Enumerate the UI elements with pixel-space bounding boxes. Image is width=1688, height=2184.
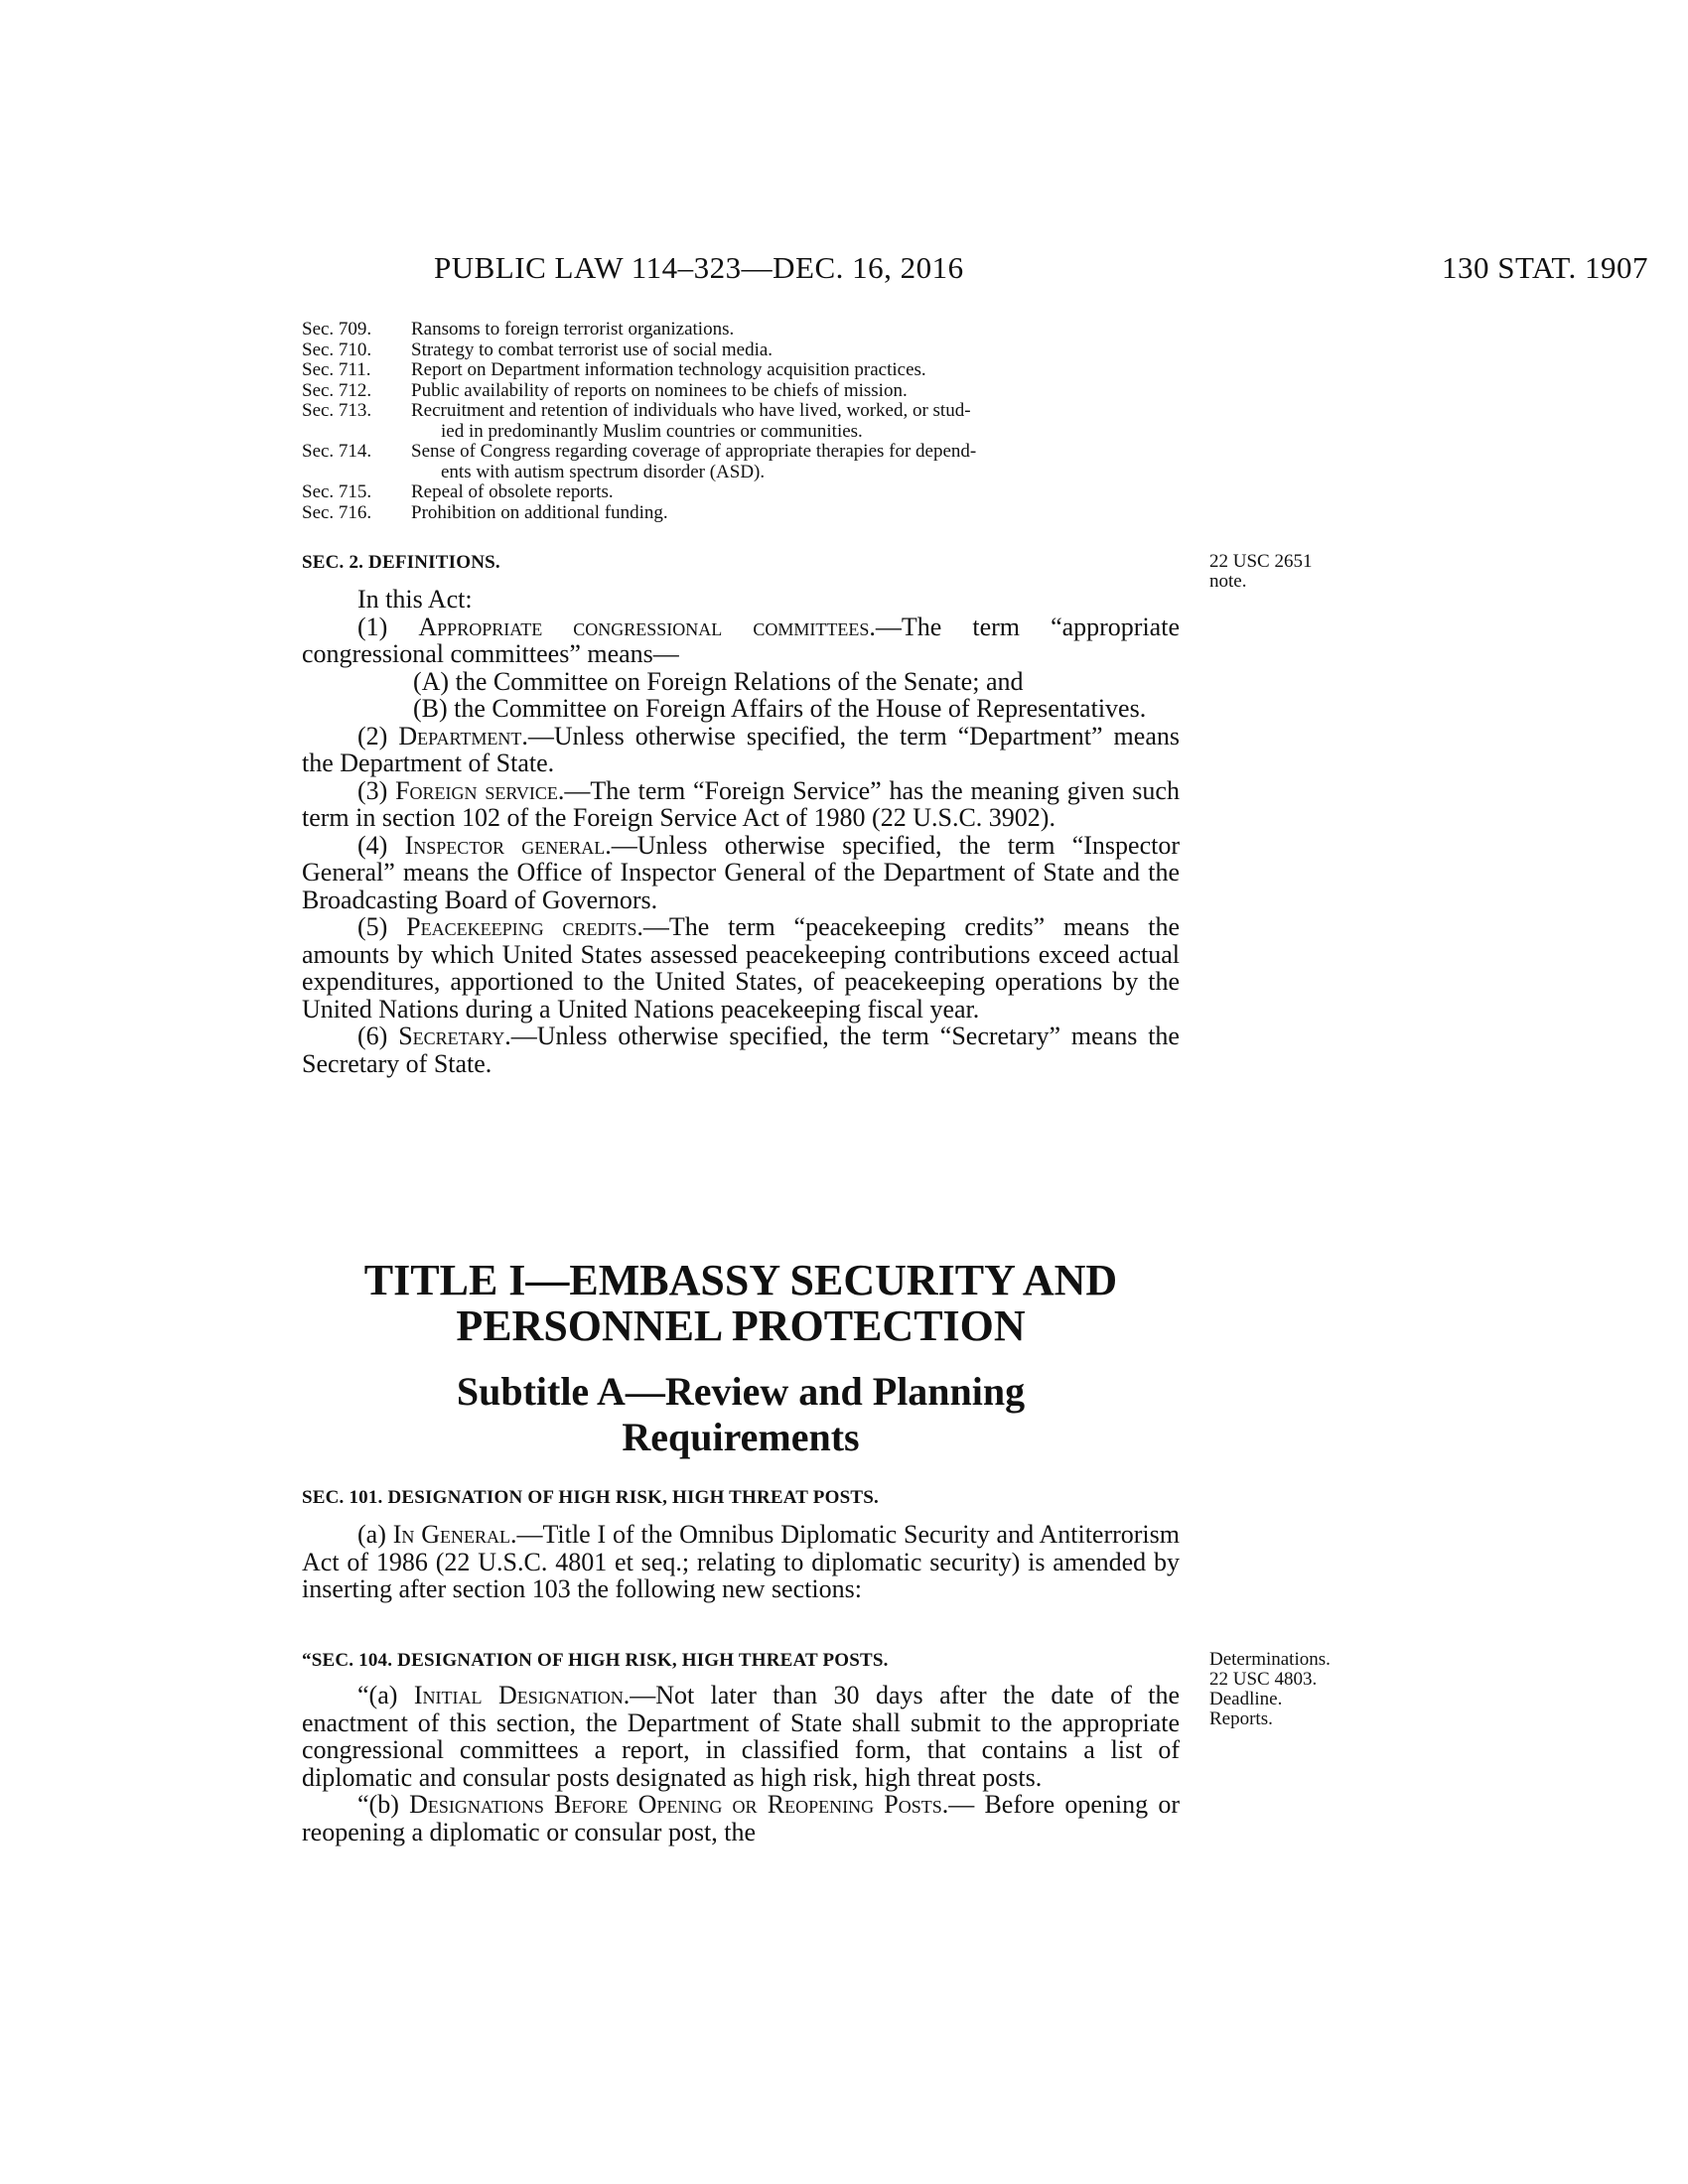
toc-row: Sec. 714. Sense of Congress regarding coverage of appropriate therapies for depend-	[302, 441, 977, 462]
toc-row: Sec. 710. Strategy to combat terrorist use of social media.	[302, 339, 774, 360]
margin-note-note: note.	[1209, 571, 1247, 592]
section-101-heading: SEC. 101. DESIGNATION OF HIGH RISK, HIGH THREAT POSTS.	[302, 1487, 879, 1508]
toc-row: Sec. 715. Repeal of obsolete reports.	[302, 481, 614, 502]
definition-2: (2) Department.—Unless otherwise specified, the term “Department” means the Department of State.	[302, 721, 1180, 777]
margin-note-determinations: Determinations.	[1209, 1649, 1331, 1670]
definition-1a: (A) the Committee on Foreign Relations of the Senate; and	[413, 666, 1024, 696]
subtitle-a-line-2: Requirements	[622, 1415, 860, 1459]
section-104-subsection-b: “(b) Designations Before Opening or Reopening Posts.— Before opening or reopening a diplomatic or consular post, the	[302, 1790, 1180, 1846]
toc-row: Sec. 712. Public availability of reports on nominees to be chiefs of mission.	[302, 379, 908, 401]
toc-row: Sec. 716. Prohibition on additional funding.	[302, 501, 668, 523]
section-101-body	[302, 1521, 1180, 1603]
section-101-subsection-a: (a) In General.—Title I of the Omnibus Diplomatic Security and Antiterrorism Act of 1986 (22 U.S.C. 4801 et seq.; relating to diplomatic security) is amended by inserting after section 103 the following new sections:	[302, 1520, 1180, 1603]
title-1-line-2: PERSONNEL PROTECTION	[456, 1301, 1026, 1350]
toc-row: Sec. 713. Recruitment and retention of individuals who have lived, worked, or stud-	[302, 400, 971, 421]
section-104-heading: “SEC. 104. DESIGNATION OF HIGH RISK, HIGH THREAT POSTS.	[302, 1650, 889, 1671]
section-2-body	[302, 586, 1180, 1077]
definition-4: (4) Inspector general.—Unless otherwise specified, the term “Inspector General” means the Office of Inspector General of the Department of State and the Broadcasting Board of Governors.	[302, 830, 1180, 914]
definition-5: (5) Peacekeeping credits.—The term “peacekeeping credits” means the amounts by which United States assessed peacekeeping contributions exceed actual expenditures, apportioned to the United States, of peacekeeping operations by the United Nations during a United Nations peacekeeping fiscal year.	[302, 912, 1180, 1024]
toc-row-continuation: ents with autism spectrum disorder (ASD).	[441, 461, 766, 482]
definition-1b: (B) the Committee on Foreign Affairs of the House of Representatives.	[413, 694, 1147, 723]
section-2-intro: In this Act:	[357, 585, 473, 614]
margin-note-usc: 22 USC 2651	[1209, 551, 1313, 572]
toc-row-continuation: ied in predominantly Muslim countries or communities.	[441, 420, 863, 442]
definition-1: (1) Appropriate congressional committees.—The term “appropriate congressional committees” means—	[302, 612, 1180, 668]
subtitle-a-line-1: Subtitle A—Review and Planning	[456, 1369, 1026, 1414]
margin-note-deadline: Deadline.	[1209, 1689, 1283, 1709]
running-head-law: PUBLIC LAW 114–323—DEC. 16, 2016	[434, 250, 964, 285]
margin-note-usc-4803: 22 USC 4803.	[1209, 1669, 1318, 1690]
section-2-heading: SEC. 2. DEFINITIONS.	[302, 552, 500, 573]
definition-3: (3) Foreign service.—The term “Foreign Service” has the meaning given such term in section 102 of the Foreign Service Act of 1980 (22 U.S.C. 3902).	[302, 775, 1180, 832]
definition-6: (6) Secretary.—Unless otherwise specified, the term “Secretary” means the Secretary of State.	[302, 1022, 1180, 1078]
table-of-contents	[302, 320, 1196, 523]
toc-row: Sec. 709. Ransoms to foreign terrorist organizations.	[302, 319, 735, 340]
margin-note-reports: Reports.	[1209, 1708, 1273, 1729]
title-1-line-1: TITLE I—EMBASSY SECURITY AND	[363, 1256, 1118, 1304]
toc-row: Sec. 711. Report on Department information technology acquisition practices.	[302, 359, 926, 380]
section-104-body	[302, 1682, 1180, 1845]
section-104-subsection-a: “(a) Initial Designation.—Not later than 30 days after the date of the enactment of this section, the Department of State shall submit to the appropriate congressional committees a report, in classified form, that contains a list of diplomatic and consular posts designated as high risk, high threat posts.	[302, 1681, 1181, 1792]
running-head-stat: 130 STAT. 1907	[1441, 250, 1648, 285]
